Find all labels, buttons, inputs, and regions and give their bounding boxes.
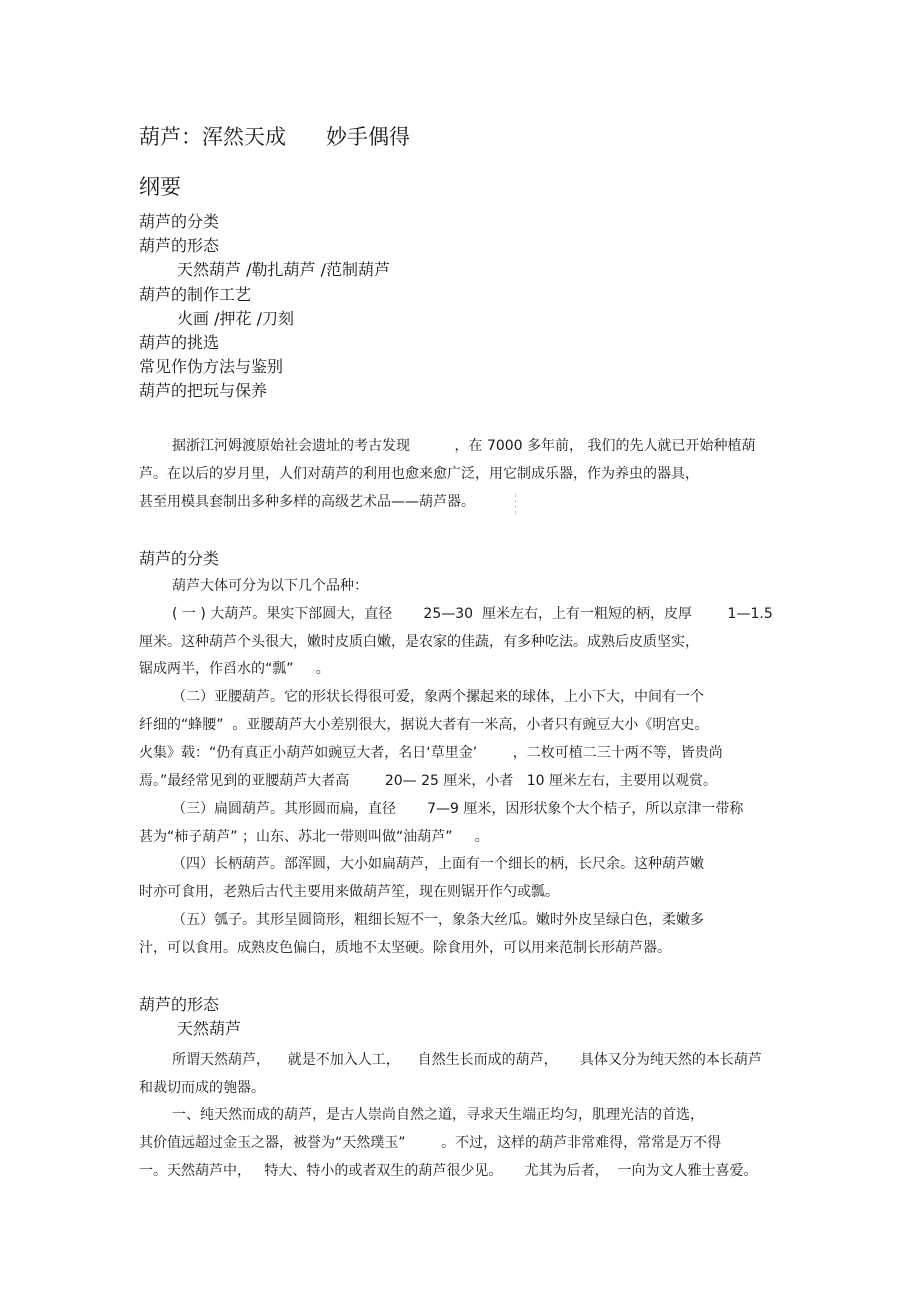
body-line: 汁，可以食用。成熟皮色偏白，质地不太坚硬。除食用外，可以用来范制长形葫芦器。 (139, 940, 671, 956)
body-line: 锯成两半，作舀水的“瓢” 。 (139, 661, 330, 677)
body-line: 一。天然葫芦中， 特大、特小的或者双生的葫芦很少见。 尤其为后者， 一向为文人雅士喜爱。 (139, 1163, 758, 1179)
outline-subitem: 天然葫芦 /勒扎葫芦 /范制葫芦 (177, 260, 390, 279)
body-line: （三）扁圆葫芦。其形圆而扁，直径 7—9 厘米，因形状象个大个桔子，所以京津一带称 (172, 801, 744, 817)
body-line: （二）亚腰葫芦。它的形状长得很可爱，象两个摞起来的球体，上小下大，中间有一个 (172, 689, 704, 705)
body-line: 和裁切而成的匏器。 (139, 1080, 265, 1096)
outline-heading: 纲要 (139, 175, 181, 199)
body-line: 葫芦大体可分为以下几个品种： (172, 578, 368, 594)
outline-item: 葫芦的形态 (139, 236, 220, 255)
body-line: 厘米。这种葫芦个头很大，嫩时皮质白嫩，是农家的佳蔬，有多种吃法。成熟后皮质坚实， (139, 634, 699, 650)
page-title: 葫芦：浑然天成 妙手偶得 (139, 125, 411, 149)
body-line: 火集》载：“仍有真正小葫芦如豌豆大者，名日‘草里金’ ，二枚可植二三十两不等，皆贵尚 (139, 745, 723, 761)
outline-subitem: 火画 /押花 /刀刻 (177, 309, 294, 328)
body-line: 所谓天然葫芦， 就是不加入人工， 自然生长而成的葫芦， 具体又分为纯天然的本长葫芦 (172, 1052, 762, 1068)
intro-line: 芦。在以后的岁月里，人们对葫芦的利用也愈来愈广泛，用它制成乐器，作为养虫的器具， (139, 466, 699, 482)
outline-item: 常见作伪方法与鉴别 (139, 357, 284, 376)
body-line: （四）长柄葫芦。部浑圆，大小如扁葫芦，上面有一个细长的柄，长尺余。这种葫芦嫩 (172, 856, 704, 872)
body-line: 时亦可食用，老熟后古代主要用来做葫芦笙，现在则锯开作勺或瓢。 (139, 884, 559, 900)
outline-item: 葫芦的分类 (139, 212, 220, 231)
section-heading: 葫芦的分类 (139, 549, 220, 568)
outline-item: 葫芦的挑选 (139, 333, 220, 352)
intro-line: 据浙江河姆渡原始社会遗址的考古发现 ，在 7000 多年前， 我们的先人就已开始种植葫 (172, 438, 756, 454)
outline-item: 葫芦的把玩与保养 (139, 381, 268, 400)
body-line: 纤细的“蜂腰” 。亚腰葫芦大小差别很大，据说大者有一米高，小者只有豌豆大小《明宫史。 (139, 717, 709, 733)
intro-line: 甚至用模具套制出多种多样的高级艺术品——葫芦器。 (139, 494, 475, 510)
body-line: 其价值远超过金玉之器，被誉为“天然璞玉” 。不过，这样的葫芦非常难得，常常是万不得 (139, 1135, 722, 1151)
body-line: ( 一 ) 大葫芦。果实下部圆大，直径 25—30 厘米左右，上有一粗短的柄，皮厚 1—1.5 (172, 606, 773, 622)
body-line: 一、纯天然而成的葫芦，是古人崇尚自然之道，寻求天生端正均匀，肌理光洁的首选， (172, 1107, 704, 1123)
text-cursor-marker (515, 494, 516, 514)
outline-item: 葫芦的制作工艺 (139, 285, 252, 304)
subsection-heading: 天然葫芦 (177, 1019, 242, 1038)
body-line: 甚为“柿子葫芦” ；山东、苏北一带则叫做“油葫芦” 。 (139, 829, 489, 845)
body-line: （五）瓠子。其形呈圆筒形，粗细长短不一，象条大丝瓜。嫩时外皮呈绿白色，柔嫩多 (172, 912, 704, 928)
body-line: 焉。”最经常见到的亚腰葫芦大者高 20— 25 厘米，小者 10 厘米左右，主要用以观赏。 (139, 773, 717, 789)
section-heading: 葫芦的形态 (139, 995, 220, 1014)
